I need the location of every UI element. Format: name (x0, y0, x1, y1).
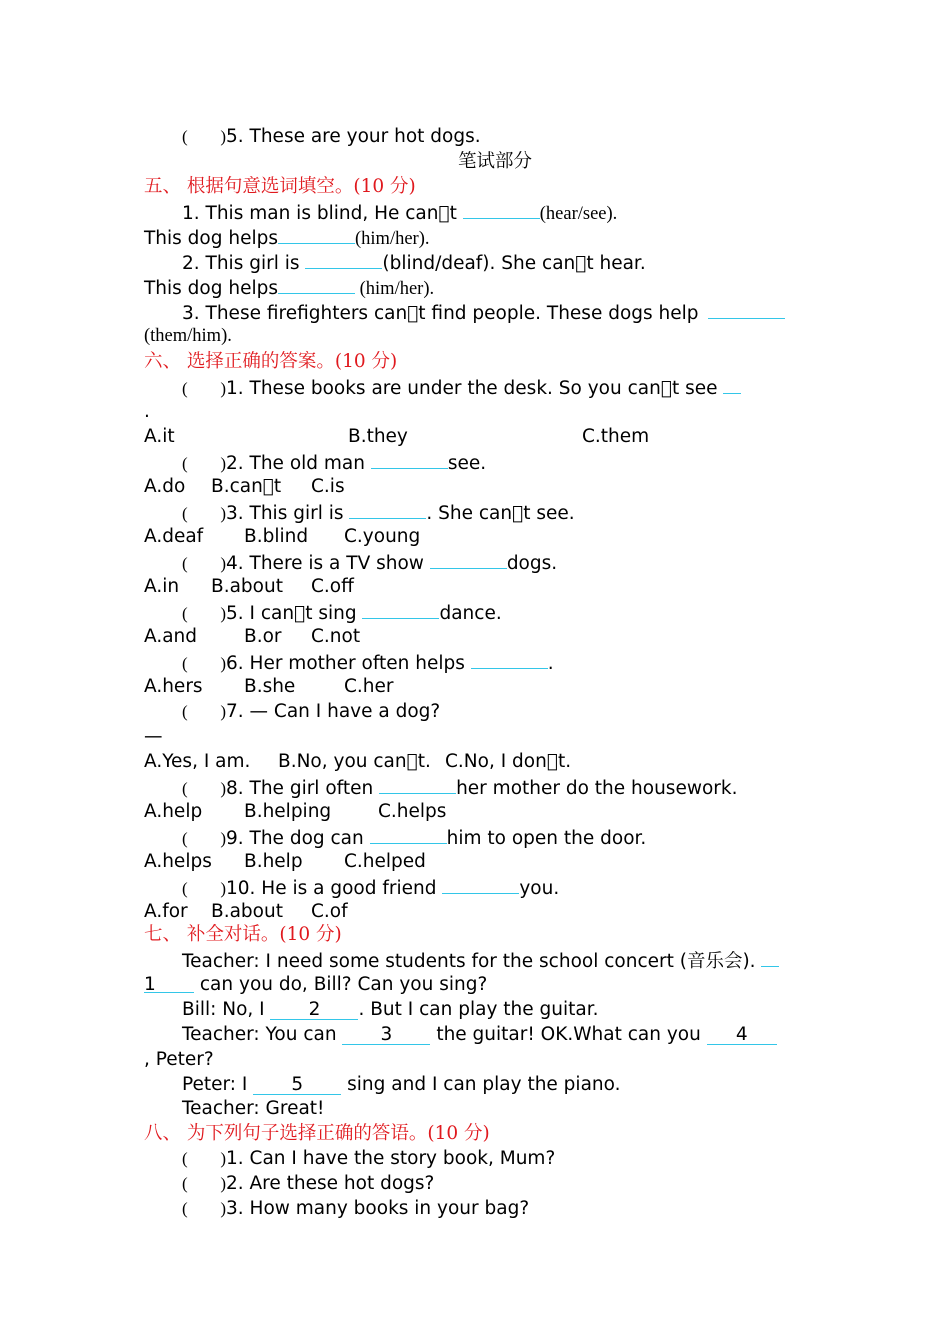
answer-blank[interactable] (430, 549, 507, 569)
s6-q2: ( )2. The old man see. (182, 449, 486, 474)
s5-line-5: 3. These firefighters can t find people. These dogs help (182, 299, 785, 324)
answer-blank-2[interactable]: 2 (270, 997, 358, 1020)
s7-line-4: Teacher: You can 3 the guitar! OK.What can you 4 (182, 1022, 777, 1047)
s8-q1: ( )1. Can I have the story book, Mum? (182, 1146, 555, 1171)
s6-q3-options: A.deaf B.blind C.young (144, 526, 421, 547)
answer-blank[interactable] (708, 299, 785, 319)
answer-blank[interactable] (379, 774, 456, 794)
answer-blank[interactable] (349, 499, 426, 519)
answer-blank-5[interactable]: 5 (253, 1072, 341, 1095)
s6-q7: ( )7. — Can I have a dog? (182, 699, 440, 724)
s5-line-6: (them/him). (144, 326, 232, 346)
s6-q1-cont: . (144, 401, 150, 422)
answer-blank-1[interactable]: 1 (144, 972, 194, 993)
section-7-heading: 七、 补全对话。(10 分) (144, 924, 342, 945)
s5-line-1: 1. This man is blind, He can t (hear/see). (182, 199, 617, 224)
answer-bracket[interactable] (182, 551, 226, 576)
s6-q5-options: A.and B.or C.not (144, 626, 361, 647)
listening-q5: ( )5. These are your hot dogs. (182, 124, 481, 149)
s5-line-2: This dog helps (him/her). (144, 224, 430, 249)
answer-blank[interactable] (371, 449, 448, 469)
s6-q9: ( )9. The dog can him to open the door. (182, 824, 646, 849)
s8-q2: ( )2. Are these hot dogs? (182, 1171, 434, 1196)
answer-bracket[interactable] (182, 699, 226, 724)
s6-q1: ( )1. These books are under the desk. So you can t see (182, 374, 741, 399)
answer-blank-4[interactable]: 4 (707, 1022, 777, 1045)
s6-q6-options: A.hers B.she C.her (144, 676, 394, 697)
s6-q4-options: A.in B.about C.off (144, 576, 354, 597)
answer-blank[interactable] (761, 947, 779, 967)
s7-line-7: Teacher: Great! (182, 1098, 325, 1119)
s6-q9-options: A.helps B.help C.helped (144, 851, 426, 872)
written-heading: 笔试部分 (457, 151, 532, 172)
s6-q8-options: A.help B.helping C.helps (144, 801, 447, 822)
s6-q5: ( )5. I can t sing dance. (182, 599, 502, 624)
answer-bracket[interactable] (182, 826, 226, 851)
s7-line-1: Teacher: I need some students for the school concert (音乐会). (182, 947, 779, 972)
s5-line-4: This dog helps (him/her). (144, 274, 434, 299)
answer-bracket[interactable] (182, 124, 226, 149)
answer-blank[interactable] (723, 374, 741, 394)
answer-blank[interactable] (463, 199, 540, 219)
answer-bracket[interactable] (182, 1171, 226, 1196)
answer-bracket[interactable] (182, 376, 226, 401)
s6-q3: ( )3. This girl is . She can t see. (182, 499, 575, 524)
s6-q6: ( )6. Her mother often helps . (182, 649, 554, 674)
answer-blank[interactable] (370, 824, 447, 844)
s6-q1-options: A.it B.they C.them (144, 426, 650, 447)
answer-blank[interactable] (305, 249, 382, 269)
s6-q4: ( )4. There is a TV show dogs. (182, 549, 557, 574)
s6-q7-cont: — (144, 726, 163, 747)
section-5-heading: 五、 根据句意选词填空。(10 分) (144, 176, 416, 197)
answer-bracket[interactable] (182, 1196, 226, 1221)
answer-blank[interactable] (278, 224, 355, 244)
answer-bracket[interactable] (182, 876, 226, 901)
s7-line-3: Bill: No, I 2 . But I can play the guitar. (182, 999, 599, 1020)
answer-bracket[interactable] (182, 601, 226, 626)
answer-blank[interactable] (278, 274, 355, 294)
answer-blank-3[interactable]: 3 (342, 1022, 430, 1045)
s7-line-2: 1 can you do, Bill? Can you sing? (144, 974, 488, 995)
answer-bracket[interactable] (182, 776, 226, 801)
s7-line-5: , Peter? (144, 1049, 214, 1070)
s6-q10: ( )10. He is a good friend you. (182, 874, 559, 899)
section-6-heading: 六、 选择正确的答案。(10 分) (144, 351, 398, 372)
s5-line-3: 2. This girl is (blind/deaf). She can t hear. (182, 249, 646, 274)
s7-line-6: Peter: I 5 sing and I can play the piano. (182, 1074, 621, 1095)
s6-q2-options: A.do B.can t C.is (144, 476, 345, 497)
answer-bracket[interactable] (182, 501, 226, 526)
answer-blank[interactable] (471, 649, 548, 669)
answer-bracket[interactable] (182, 451, 226, 476)
s6-q10-options: A.for B.about C.of (144, 901, 348, 922)
s6-q7-options: A.Yes, I am. B.No, you can t. C.No, I don t. (144, 751, 572, 772)
answer-bracket[interactable] (182, 651, 226, 676)
answer-blank[interactable] (362, 599, 439, 619)
section-8-heading: 八、 为下列句子选择正确的答语。(10 分) (144, 1123, 490, 1144)
s8-q3: ( )3. How many books in your bag? (182, 1196, 529, 1221)
answer-blank[interactable] (442, 874, 519, 894)
answer-bracket[interactable] (182, 1146, 226, 1171)
s6-q8: ( )8. The girl often her mother do the housework. (182, 774, 737, 799)
